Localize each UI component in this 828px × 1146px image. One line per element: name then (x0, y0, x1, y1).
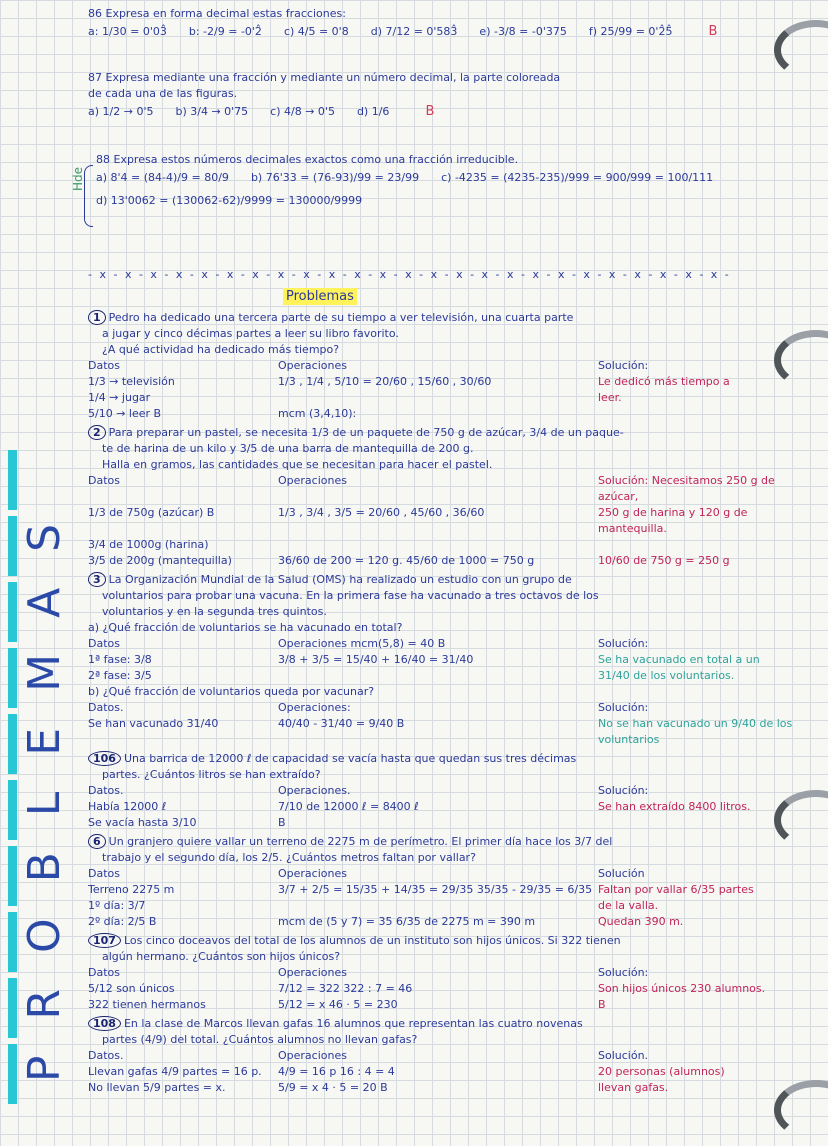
problem-statement: 3 La Organización Mundial de la Salud (OMS) ha realizado un estudio con un grupo de (88, 572, 808, 588)
separator: - x - x - x - x - x - x - x - x - x - x - x - x - x - x - x - x - x - x - x - x - x - x - x - x - x - (88, 268, 731, 281)
solucion-cell: Se ha vacunado en total a un (598, 653, 760, 666)
solucion-cell: 250 g de harina y 120 g de mantequilla. (598, 506, 748, 535)
exercise-item: f) 25/99 = 0'2̂5̂ (588, 25, 673, 38)
exercise-item: d) 7/12 = 0'583̂ (370, 25, 458, 38)
column-header: Datos. (88, 701, 124, 714)
solucion-cell: Se han extraído 8400 litros. (598, 800, 751, 813)
solucion-cell: leer. (598, 391, 622, 404)
column-header: Operaciones (278, 359, 347, 372)
column-header: Datos. (88, 784, 124, 797)
problem-number: 106 (88, 751, 121, 766)
solucion-cell: Le dedicó más tiempo a (598, 375, 730, 388)
operaciones-cell (278, 898, 598, 914)
column-header: Solución: (598, 701, 649, 714)
problem-statement: 6 Un granjero quiere vallar un terreno de 2275 m de perímetro. El primer día hace los 3/7 del (88, 834, 808, 850)
datos-cell: 1º día: 3/7 (88, 899, 146, 912)
datos-cell: 1/3 de 750g (azúcar) B (88, 506, 215, 519)
datos-cell: Terreno 2275 m (88, 883, 175, 896)
solucion-cell (598, 815, 808, 831)
column-header: Datos. (88, 1049, 124, 1062)
data-table (88, 636, 808, 684)
column-header: Operaciones (278, 867, 347, 880)
problem-number: 107 (88, 933, 121, 948)
solucion-cell: 31/40 de los voluntarios. (598, 669, 735, 682)
exercise-87 (88, 70, 808, 121)
datos-cell: Se vacía hasta 3/10 (88, 816, 197, 829)
data-table (88, 473, 808, 569)
datos-cell: 2ª fase: 3/5 (88, 669, 152, 682)
column-header: Datos (88, 867, 120, 880)
problem-statement: 107 Los cinco doceavos del total de los alumnos de un instituto son hijos únicos. Si 322 tienen (88, 933, 808, 949)
problem-statement: voluntarios para probar una vacuna. En la primera fase ha vacunado a tres octavos de los (102, 589, 599, 602)
problem-number: 6 (88, 834, 106, 849)
operaciones-cell: 3/7 + 2/5 = 15/35 + 14/35 = 29/35 35/35 - 29/35 = 6/35 (278, 883, 593, 896)
operaciones-cell (278, 668, 598, 684)
grade-mark: B (708, 24, 718, 39)
grade-mark: B (425, 104, 435, 119)
problem-statement: algún hermano. ¿Cuántos son hijos únicos? (102, 950, 341, 963)
exercise-item: a) 8'4 = (84-4)/9 = 80/9 (96, 171, 229, 184)
operaciones-cell: 1/3 , 1/4 , 5/10 = 20/60 , 15/60 , 30/60 (278, 375, 492, 388)
operaciones-cell: B (278, 816, 286, 829)
datos-cell: 3/5 de 200g (mantequilla) (88, 554, 232, 567)
column-header: Datos (88, 359, 120, 372)
data-table (88, 965, 808, 1013)
operaciones-cell (278, 537, 598, 553)
problem-106 (88, 751, 808, 831)
operaciones-cell: 5/9 = x 4 · 5 = 20 B (278, 1081, 388, 1094)
datos-cell: Llevan gafas 4/9 partes = 16 p. (88, 1065, 262, 1078)
problem-6 (88, 834, 808, 930)
datos-cell: 5/10 → leer B (88, 407, 162, 420)
problem-statement: te de harina de un kilo y 3/5 de una barra de mantequilla de 200 g. (102, 442, 474, 455)
column-header: Operaciones. (278, 784, 351, 797)
operaciones-cell: 5/12 = x 46 · 5 = 230 (278, 998, 398, 1011)
column-header: Solución: (598, 784, 649, 797)
operaciones-cell: 7/10 de 12000 ℓ = 8400 ℓ (278, 800, 419, 813)
problem-statement: voluntarios y en la segunda tres quintos. (102, 605, 327, 618)
column-header: Datos (88, 474, 120, 487)
column-header: Solución: (598, 637, 649, 650)
column-header: Solución. (598, 1049, 649, 1062)
exercise-items (88, 102, 808, 121)
problem-2 (88, 425, 808, 569)
exercise-item: d) 13'0062 = (130062-62)/9999 = 130000/9999 (96, 194, 363, 207)
column-header: Solución (598, 867, 645, 880)
problem-statement: 108 En la clase de Marcos llevan gafas 16 alumnos que representan las cuatro novenas (88, 1016, 808, 1032)
solucion-cell (598, 406, 808, 422)
exercise-item: c) -4235 = (4235-235)/999 = 900/999 = 100/111 (441, 171, 714, 184)
problem-number: 2 (88, 425, 106, 440)
solucion-cell (598, 537, 808, 553)
brace (84, 165, 93, 227)
problem-number: 3 (88, 572, 106, 587)
solucion-cell: 20 personas (alumnos) (598, 1065, 725, 1078)
exercise-item: c) 4/5 = 0'8 (283, 25, 349, 38)
exercise-88 (96, 152, 808, 209)
exercise-86 (88, 6, 808, 41)
problem-1 (88, 310, 808, 422)
operaciones-cell: mcm de (5 y 7) = 35 6/35 de 2275 m = 390 m (278, 915, 536, 928)
problem-107 (88, 933, 808, 1013)
column-header: Operaciones (278, 1049, 347, 1062)
problem-statement: trabajo y el segundo día, los 2/5. ¿Cuántos metros faltan por vallar? (102, 851, 476, 864)
datos-cell: Se han vacunado 31/40 (88, 717, 219, 730)
solucion-cell: 10/60 de 750 g = 250 g (598, 554, 730, 567)
column-header: Operaciones mcm(5,8) = 40 B (278, 637, 446, 650)
exercise-title: 86 Expresa en forma decimal estas fracciones: (88, 7, 346, 20)
problem-statement: Halla en gramos, las cantidades que se necesitan para hacer el pastel. (102, 458, 493, 471)
column-header: Solución: (598, 359, 649, 372)
datos-cell: 1ª fase: 3/8 (88, 653, 152, 666)
problem-question: b) ¿Qué fracción de voluntarios queda por vacunar? (88, 685, 375, 698)
problem-statement: 2 Para preparar un pastel, se necesita 1/3 de un paquete de 750 g de azúcar, 3/4 de un paque- (88, 425, 808, 441)
datos-cell: Había 12000 ℓ (88, 800, 167, 813)
exercise-item: b) 76'33 = (76-93)/99 = 23/99 (250, 171, 420, 184)
data-table (88, 700, 808, 748)
operaciones-cell (278, 390, 598, 406)
operaciones-cell: 40/40 - 31/40 = 9/40 B (278, 717, 405, 730)
operaciones-cell: 3/8 + 3/5 = 15/40 + 16/40 = 31/40 (278, 653, 474, 666)
problem-statement: 106 Una barrica de 12000 ℓ de capacidad se vacía hasta que quedan sus tres décimas (88, 751, 808, 767)
operaciones-cell: mcm (3,4,10): (278, 407, 357, 420)
solucion-cell: Son hijos únicos 230 alumnos. (598, 982, 766, 995)
column-header: Operaciones (278, 474, 347, 487)
datos-cell: 322 tienen hermanos (88, 998, 206, 1011)
solucion-cell: de la valla. (598, 899, 659, 912)
operaciones-cell: 4/9 = 16 p 16 : 4 = 4 (278, 1065, 395, 1078)
datos-cell: 5/12 son únicos (88, 982, 175, 995)
operaciones-cell: 36/60 de 200 = 120 g. 45/60 de 1000 = 750 g (278, 554, 535, 567)
operaciones-cell: 1/3 , 3/4 , 3/5 = 20/60 , 45/60 , 36/60 (278, 506, 485, 519)
exercise-items (88, 22, 808, 41)
data-table (88, 1048, 808, 1096)
exercise-item: a: 1/30 = 0'03̂ (88, 25, 167, 38)
column-header: Solución: Necesitamos 250 g de azúcar, (598, 474, 775, 503)
problem-statement: 1 Pedro ha dedicado una tercera parte de su tiempo a ver televisión, una cuarta parte (88, 310, 808, 326)
solucion-cell: Faltan por vallar 6/35 partes (598, 883, 754, 896)
solucion-cell: llevan gafas. (598, 1081, 669, 1094)
data-table (88, 866, 808, 930)
column-header: Operaciones (278, 966, 347, 979)
operaciones-cell: 7/12 = 322 322 : 7 = 46 (278, 982, 413, 995)
data-table (88, 358, 808, 422)
data-table (88, 783, 808, 831)
datos-cell: 3/4 de 1000g (harina) (88, 538, 209, 551)
exercise-items (96, 168, 808, 187)
problem-question: a) ¿Qué fracción de voluntarios se ha vacunado en total? (88, 621, 403, 634)
exercise-item: e) -3/8 = -0'375 (479, 25, 567, 38)
problem-number: 1 (88, 310, 106, 325)
problem-108 (88, 1016, 808, 1096)
problem-statement: partes. ¿Cuántos litros se han extraído? (102, 768, 321, 781)
datos-cell: No llevan 5/9 partes = x. (88, 1081, 226, 1094)
column-header: Operaciones: (278, 701, 351, 714)
problem-statement: ¿A qué actividad ha dedicado más tiempo? (102, 343, 340, 356)
problem-statement: a jugar y cinco décimas partes a leer su libro favorito. (102, 327, 399, 340)
exercise-title: 88 Expresa estos números decimales exactos como una fracción irreducible. (96, 153, 519, 166)
exercise-title: 87 Expresa mediante una fracción y mediante un número decimal, la parte coloreada (88, 71, 561, 84)
problems-list (88, 310, 808, 1099)
side-label: Hde (71, 166, 86, 192)
datos-cell: 1/3 → televisión (88, 375, 175, 388)
solucion-cell: No se han vacunado un 9/40 de los voluntarios (598, 717, 793, 746)
column-header: Solución: (598, 966, 649, 979)
margin-title: PROBLEMAS (19, 487, 70, 1083)
solucion-cell: B (598, 998, 606, 1011)
column-header: Datos (88, 637, 120, 650)
exercise-item: b: -2/9 = -0'2̂ (188, 25, 262, 38)
datos-cell: 1/4 → jugar (88, 391, 151, 404)
problems-heading: Problemas (283, 288, 357, 305)
problem-number: 108 (88, 1016, 121, 1031)
exercise-title-cont: de cada una de las figuras. (88, 87, 238, 100)
problem-statement: partes (4/9) del total. ¿Cuántos alumnos no llevan gafas? (102, 1033, 418, 1046)
exercise-item: a) 1/2 → 0'5 (88, 105, 154, 118)
datos-cell: 2º día: 2/5 B (88, 915, 157, 928)
column-header: Datos (88, 966, 120, 979)
cyan-margin-bar (8, 450, 17, 1110)
exercise-item: c) 4/8 → 0'5 (270, 105, 335, 118)
exercise-item: d) 1/6 (356, 105, 390, 118)
problem-3 (88, 572, 808, 748)
solucion-cell: Quedan 390 m. (598, 915, 684, 928)
exercise-item: b) 3/4 → 0'75 (175, 105, 249, 118)
